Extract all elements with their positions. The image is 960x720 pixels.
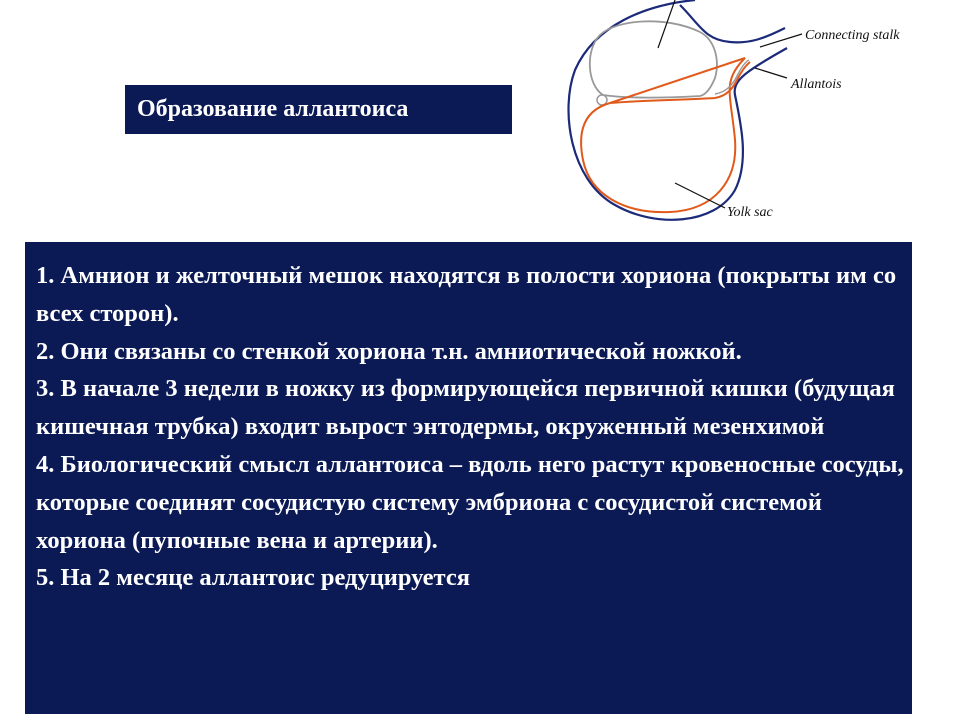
pointer-allantois [755,68,787,78]
pointer-yolk-sac [675,183,725,208]
point-1: 1. Амнион и желточный мешок находятся в полости хориона (покрыты им со всех сторон). [36,262,897,327]
label-connecting-stalk: Connecting stalk [805,28,900,43]
connecting-stalk-top [680,5,785,42]
slide-title: Образование аллантоиса [125,85,512,134]
yolk-sac [581,58,750,212]
point-4: 4. Биологический смысл аллантоиса – вдоль него растут кровеносные сосуды, которые соединят сосудистую систему эмбриона с сосудистой системой хориона (пупочные вена и артерии). [36,450,904,554]
content-box [25,242,912,714]
amnion-cavity [590,21,717,97]
label-allantois: Allantois [791,77,842,92]
point-3: 3. В начале 3 недели в ножку из формирующейся первичной кишки (будущая кишечная трубка) входит вырост энтодермы, окруженный мезенхимой [36,375,895,441]
point-2: 2. Они связаны со стенкой хориона т.н. амниотической ножкой. [36,337,742,365]
embryo-diagram [555,0,960,230]
point-5: 5. На 2 месяце аллантоис редуцируется [36,564,471,592]
label-yolk-sac: Yolk sac [727,205,773,220]
